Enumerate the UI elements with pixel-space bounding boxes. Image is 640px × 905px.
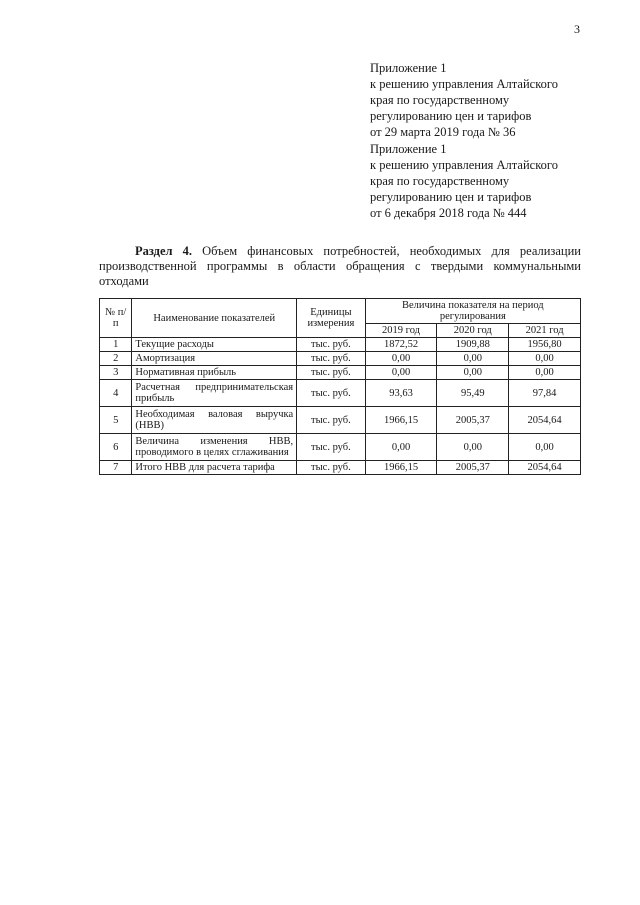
row-name: Итого НВВ для расчета тарифа: [132, 461, 297, 475]
appendix-line: регулированию цен и тарифов: [370, 190, 532, 204]
appendix-line: Приложение 1: [370, 61, 447, 75]
financial-needs-table: [99, 298, 581, 475]
row-value-2021: 2054,64: [509, 461, 581, 475]
row-value-2019: 0,00: [365, 434, 437, 461]
table-row: [100, 338, 581, 352]
row-num: 2: [100, 352, 132, 366]
appendix-line: от 29 марта 2019 года № 36: [370, 125, 516, 139]
header-year-2021: 2021 год: [509, 324, 581, 338]
row-value-2019: 1966,15: [365, 461, 437, 475]
row-value-2021: 0,00: [509, 434, 581, 461]
row-value-2019: 1872,52: [365, 338, 437, 352]
header-name: Наименование показателей: [132, 299, 297, 338]
section-text: Объем финансовых потребностей, необходимых для реализации производственной программы в области обращения с твердыми коммунальными отходами: [99, 244, 581, 288]
header-period: Величина показателя на период регулирования: [365, 299, 580, 324]
row-value-2019: 93,63: [365, 380, 437, 407]
row-value-2021: 0,00: [509, 366, 581, 380]
row-name: Амортизация: [132, 352, 297, 366]
row-value-2021: 0,00: [509, 352, 581, 366]
table-row: [100, 461, 581, 475]
row-num: 4: [100, 380, 132, 407]
row-value-2021: 2054,64: [509, 407, 581, 434]
row-num: 6: [100, 434, 132, 461]
table-row: [100, 366, 581, 380]
row-value-2020: 2005,37: [437, 461, 509, 475]
row-unit: тыс. руб.: [297, 461, 366, 475]
appendix-line: от 6 декабря 2018 года № 444: [370, 206, 527, 220]
row-name: Текущие расходы: [132, 338, 297, 352]
row-value-2019: 1966,15: [365, 407, 437, 434]
row-value-2020: 0,00: [437, 352, 509, 366]
appendix-line: края по государственному: [370, 93, 510, 107]
row-unit: тыс. руб.: [297, 352, 366, 366]
row-name: Величина изменения НВВ, проводимого в целях сглаживания: [132, 434, 297, 461]
appendix-line: Приложение 1: [370, 142, 447, 156]
row-num: 3: [100, 366, 132, 380]
section-label: Раздел 4.: [135, 244, 193, 258]
row-value-2020: 95,49: [437, 380, 509, 407]
row-value-2020: 0,00: [437, 366, 509, 380]
row-unit: тыс. руб.: [297, 338, 366, 352]
row-value-2019: 0,00: [365, 366, 437, 380]
appendix-header-2: [370, 141, 610, 221]
appendix-line: края по государственному: [370, 174, 510, 188]
appendix-line: регулированию цен и тарифов: [370, 109, 532, 123]
header-year-2019: 2019 год: [365, 324, 437, 338]
row-value-2020: 2005,37: [437, 407, 509, 434]
row-unit: тыс. руб.: [297, 434, 366, 461]
row-value-2021: 1956,80: [509, 338, 581, 352]
row-value-2020: 1909,88: [437, 338, 509, 352]
table-row: [100, 380, 581, 407]
row-unit: тыс. руб.: [297, 407, 366, 434]
row-value-2021: 97,84: [509, 380, 581, 407]
table-row: [100, 352, 581, 366]
row-value-2019: 0,00: [365, 352, 437, 366]
header-year-2020: 2020 год: [437, 324, 509, 338]
appendix-line: к решению управления Алтайского: [370, 77, 558, 91]
table-row: [100, 434, 581, 461]
row-unit: тыс. руб.: [297, 380, 366, 407]
table-row: [100, 407, 581, 434]
header-num: № п/п: [100, 299, 132, 338]
row-name: Необходимая валовая выручка (НВВ): [132, 407, 297, 434]
appendix-line: к решению управления Алтайского: [370, 158, 558, 172]
row-name: Нормативная прибыль: [132, 366, 297, 380]
section-heading: [99, 244, 581, 289]
header-unit: Единицы измерения: [297, 299, 366, 338]
page-number: 3: [574, 22, 580, 36]
row-value-2020: 0,00: [437, 434, 509, 461]
row-num: 5: [100, 407, 132, 434]
row-unit: тыс. руб.: [297, 366, 366, 380]
row-name: Расчетная предпринимательская прибыль: [132, 380, 297, 407]
row-num: 7: [100, 461, 132, 475]
row-num: 1: [100, 338, 132, 352]
appendix-header-1: [370, 60, 610, 140]
